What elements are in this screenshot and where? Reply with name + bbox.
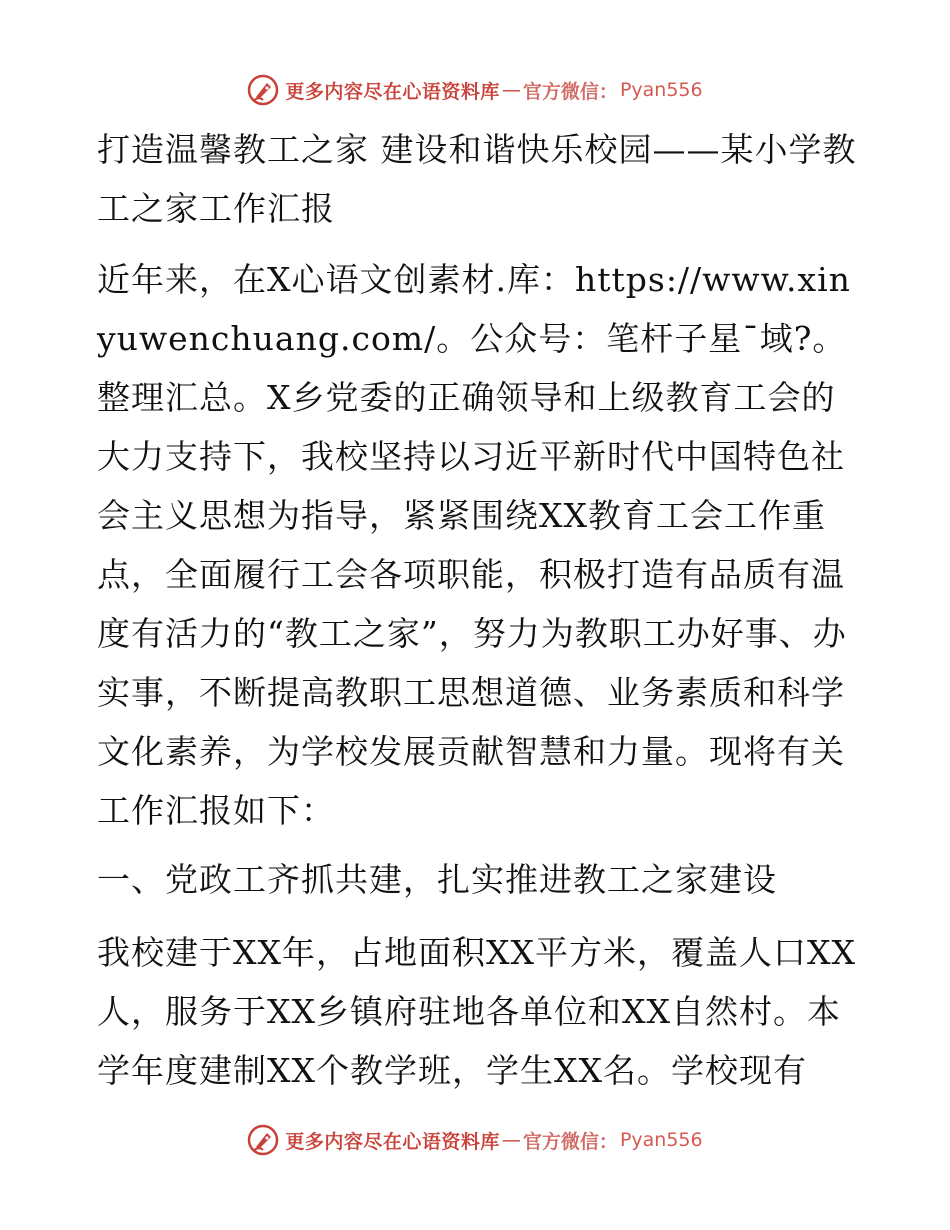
intro-paragraph: 近年来，在X心语文创素材.库：https://www.xinyuwenchuang.com/。公众号：笔杆子星¯域?。整理汇总。X乡党委的正确领导和上级教育工会的大力支持下，我校坚持以习近平新时代中国特色社会主义思想为指导，紧紧围绕XX教育工会工作重点，全面履行工会各项职能，积极打造有品质有温度有活力的“教工之家”，努力为教职工办好事、办实事，不断提高教职工思想道德、业务素质和科学文化素养，为学校发展贡献智慧和力量。现将有关工作汇报如下： (97, 260, 851, 830)
site-name: 更多内容尽在心语资料库 (285, 1130, 500, 1153)
document-body (97, 120, 857, 1110)
section-1-paragraph: 我校建于XX年，占地面积XX平方米，覆盖人口XX人，服务于XX乡镇府驻地各单位和XX自然村。本学年度建制XX个教学班，学生XX名。学校现有 (97, 933, 856, 1090)
banner-separator: — (501, 1129, 521, 1151)
wechat-label: 官方微信： (522, 80, 618, 103)
wechat-label: 官方微信： (522, 1130, 618, 1153)
site-name: 更多内容尽在心语资料库 (285, 80, 500, 103)
banner-separator: — (501, 79, 521, 101)
pen-nib-logo-icon (247, 1124, 279, 1156)
document-title: 打造温馨教工之家 建设和谐快乐校园——某小学教工之家工作汇报 (97, 130, 857, 228)
wechat-id: Pyan556 (619, 79, 703, 101)
section-heading-1: 一、党政工齐抓共建，扎实推进教工之家建设 (97, 860, 777, 899)
top-watermark-banner (0, 70, 950, 110)
bottom-watermark-banner (0, 1120, 950, 1160)
wechat-id: Pyan556 (619, 1129, 703, 1151)
pen-nib-logo-icon (247, 74, 279, 106)
